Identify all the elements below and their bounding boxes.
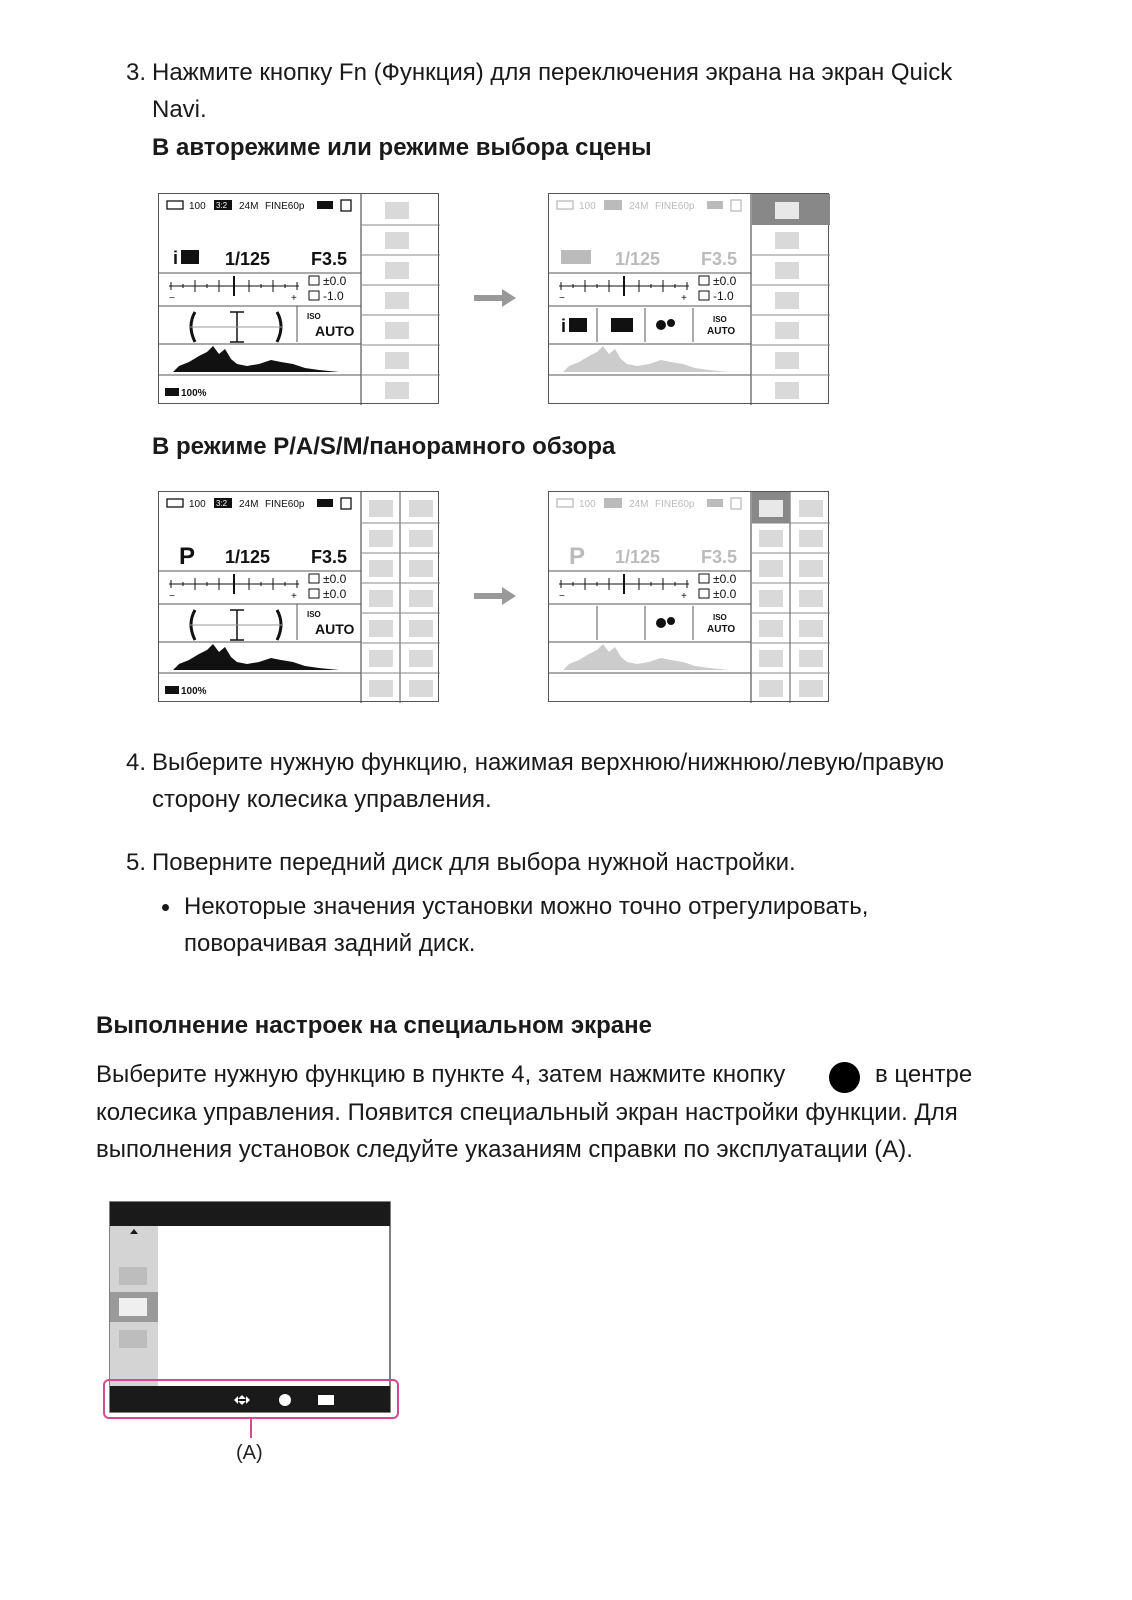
section-heading: Выполнение настроек на специальном экране <box>96 1012 652 1039</box>
step-3-text-line1: Нажмите кнопку Fn (Функция) для переключения экрана на экран Quick <box>152 59 953 86</box>
svg-text:+: + <box>681 293 687 304</box>
section-para-line1b: в центре <box>875 1061 973 1088</box>
svg-text:F3.5: F3.5 <box>311 249 348 269</box>
svg-text:+: + <box>291 293 297 304</box>
subheading-auto-mode: В авторежиме или режиме выбора сцены <box>152 134 652 161</box>
screen-pasm-standard <box>158 491 439 702</box>
step-4-text-line2: сторону колесика управления. <box>152 786 492 813</box>
special-setting-screen-graphic <box>102 1200 402 1470</box>
screen-auto-standard-graphic <box>159 194 440 405</box>
svg-text:100%: 100% <box>181 686 207 697</box>
center-button-icon <box>829 1062 860 1093</box>
svg-text:100: 100 <box>189 201 206 212</box>
svg-text:AUTO: AUTO <box>315 323 355 339</box>
svg-text:+: + <box>291 591 297 602</box>
screen-pasm-quicknavi <box>548 491 829 702</box>
screen-auto-quicknavi <box>548 193 829 404</box>
svg-text:±0.0: ±0.0 <box>713 572 737 586</box>
screen-auto-standard <box>158 193 439 404</box>
svg-text:1/125: 1/125 <box>615 249 661 269</box>
section-para-line2: колесика управления. Появится специальный экран настройки функции. Для <box>96 1099 958 1126</box>
svg-text:±0.0: ±0.0 <box>323 274 347 288</box>
svg-text:±0.0: ±0.0 <box>323 587 347 601</box>
step-5-number: 5. <box>126 849 147 876</box>
svg-text:100%: 100% <box>181 388 207 399</box>
svg-text:F3.5: F3.5 <box>701 249 738 269</box>
svg-text:−: − <box>559 293 565 304</box>
svg-text:F3.5: F3.5 <box>311 547 348 567</box>
svg-text:AUTO: AUTO <box>707 326 736 337</box>
section-para-line3: выполнения установок следуйте указаниям справки по эксплуатации (A). <box>96 1136 913 1163</box>
svg-text:F3.5: F3.5 <box>701 547 738 567</box>
step-4-number: 4. <box>126 749 147 776</box>
svg-text:1/125: 1/125 <box>615 547 661 567</box>
step-5-text: Поверните передний диск для выбора нужной настройки. <box>152 849 796 876</box>
svg-text:ISO: ISO <box>713 613 727 622</box>
svg-text:±0.0: ±0.0 <box>713 587 737 601</box>
svg-text:FINE60p: FINE60p <box>655 499 695 510</box>
svg-text:24M: 24M <box>629 201 649 212</box>
bullet-text-line2: поворачивая задний диск. <box>184 930 476 957</box>
svg-text:100: 100 <box>189 499 206 510</box>
svg-text:−: − <box>169 293 175 304</box>
svg-text:−: − <box>169 591 175 602</box>
svg-text:ISO: ISO <box>307 312 321 321</box>
screen-auto-quicknavi-graphic <box>549 194 830 405</box>
svg-text:i: i <box>173 248 179 268</box>
svg-text:ISO: ISO <box>713 315 727 324</box>
bullet-dot <box>162 904 169 911</box>
step-3-text-line2: Navi. <box>152 96 207 123</box>
svg-text:24M: 24M <box>239 201 259 212</box>
svg-text:±0.0: ±0.0 <box>713 274 737 288</box>
svg-text:FINE60p: FINE60p <box>655 201 695 212</box>
svg-text:i: i <box>561 316 567 336</box>
svg-text:−: − <box>559 591 565 602</box>
screen-pasm-quicknavi-graphic <box>549 492 830 703</box>
svg-text:1/125: 1/125 <box>225 547 271 567</box>
svg-text:±0.0: ±0.0 <box>323 572 347 586</box>
svg-text:24M: 24M <box>629 499 649 510</box>
svg-text:P: P <box>569 543 586 570</box>
arrow-right-icon <box>474 289 516 312</box>
special-setting-screen <box>102 1200 402 1470</box>
step-3-number: 3. <box>126 59 147 86</box>
svg-text:100: 100 <box>579 201 596 212</box>
svg-text:-1.0: -1.0 <box>323 289 344 303</box>
svg-text:AUTO: AUTO <box>707 624 736 635</box>
svg-text:24M: 24M <box>239 499 259 510</box>
svg-text:ISO: ISO <box>307 610 321 619</box>
svg-text:+: + <box>681 591 687 602</box>
step-4-text-line1: Выберите нужную функцию, нажимая верхнюю/нижнюю/левую/правую <box>152 749 944 776</box>
svg-text:FINE60p: FINE60p <box>265 499 305 510</box>
arrow-right-icon <box>474 587 516 610</box>
svg-text:FINE60p: FINE60p <box>265 201 305 212</box>
svg-text:P: P <box>179 543 196 570</box>
svg-text:-1.0: -1.0 <box>713 289 734 303</box>
svg-text:3:2: 3:2 <box>216 499 228 508</box>
svg-text:1/125: 1/125 <box>225 249 271 269</box>
subheading-pasm-mode: В режиме P/A/S/M/панорамного обзора <box>152 433 616 460</box>
section-para-line1a: Выберите нужную функцию в пункте 4, затем нажмите кнопку <box>96 1061 786 1088</box>
svg-text:100: 100 <box>579 499 596 510</box>
svg-text:3:2: 3:2 <box>216 201 228 210</box>
bullet-text-line1: Некоторые значения установки можно точно отрегулировать, <box>184 893 869 920</box>
screen-pasm-standard-graphic <box>159 492 440 703</box>
svg-text:AUTO: AUTO <box>315 621 355 637</box>
callout-label: (A) <box>236 1442 263 1464</box>
